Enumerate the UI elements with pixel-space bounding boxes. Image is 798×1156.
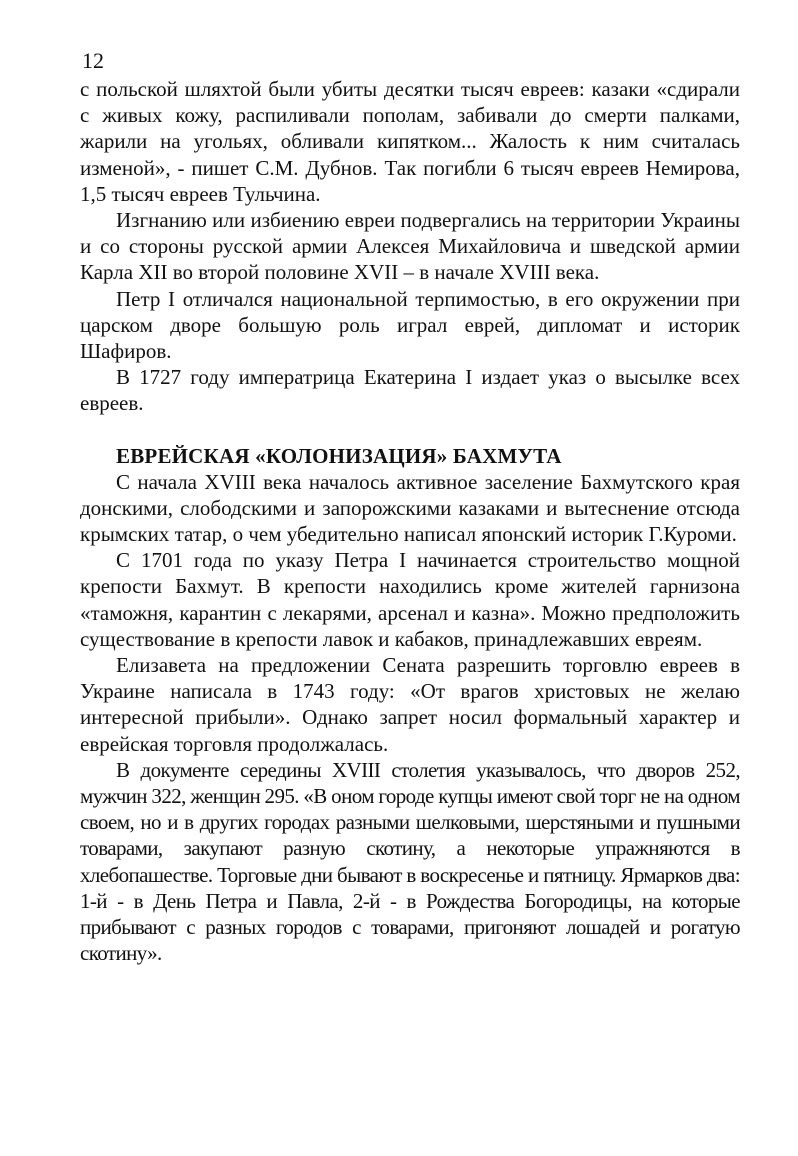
section-spacer xyxy=(80,417,740,443)
paragraph-census: В документе середины XVIII столетия указывалось, что дворов 252, мужчин 322, женщин 295. «В оном городе купцы имеют свой торг не на одном своем, но и в других городах разными шелковыми, шерстяными и пушными товарами, закупают разную скотину, а некоторые упражняются в хлебопашестве. Торговые дни бывают в воскресенье и пятницу. Ярмарков два: 1-й - в День Петра и Павла, 2-й - в Рождества Богородицы, на которые прибывают с разных городов с товарами, пригоняют лошадей и рогатую скотину». xyxy=(80,757,740,966)
paragraph-peter-tolerance: Петр I отличался национальной терпимостью, в его окружении при царском дворе большую роль играл еврей, дипломат и историк Шафиров. xyxy=(80,286,740,364)
book-page xyxy=(80,46,740,967)
page-number: 12 xyxy=(82,48,104,73)
paragraph-cossack-massacre: с польской шляхтой были убиты десятки тысяч евреев: казаки «сдирали с живых кожу, распиливали пополам, забивали до смерти палками, жарили на угольях, обливали кипятком... Жалость к ним считалась изменой», - пишет С.М. Дубнов. Так погибли 6 тысяч евреев Немирова, 1,5 тысяч евреев Тульчина. xyxy=(80,77,740,206)
paragraph-settlement: С начала XVIII века началось активное заселение Бахмутского края донскими, слободскими и запорожскими казаками и вытеснение отсюда крымских татар, о чем убедительно написал японский историк Г.Куроми. xyxy=(80,469,740,547)
paragraph-fortress: С 1701 года по указу Петра I начинается строительство мощной крепости Бахмут. В крепости находились кроме жителей гарнизона «таможня, карантин с лекарями, арсенал и казна». Можно предположить существование в крепости лавок и кабаков, принадлежавших евреям. xyxy=(80,548,740,651)
paragraph-1727-decree: В 1727 году императрица Екатерина I издает указ о высылке всех евреев. xyxy=(80,365,740,416)
section-title: ЕВРЕЙСКАЯ «КОЛОНИЗАЦИЯ» БАХМУТА xyxy=(116,443,562,468)
paragraph-elizabeth: Елизавета на предложении Сената разрешить торговлю евреев в Украине написала в 1743 году: «От врагов христовых не желаю интересной прибыли». Однако запрет носил формальный характер и еврейская торговля продолжалась. xyxy=(80,653,740,756)
paragraph-expulsions: Изгнанию или избиению евреи подвергались на территории Украины и со стороны русской армии Алексея Михайловича и шведской армии Карла XII во второй половине XVII – в начале XVIII века. xyxy=(80,208,740,285)
